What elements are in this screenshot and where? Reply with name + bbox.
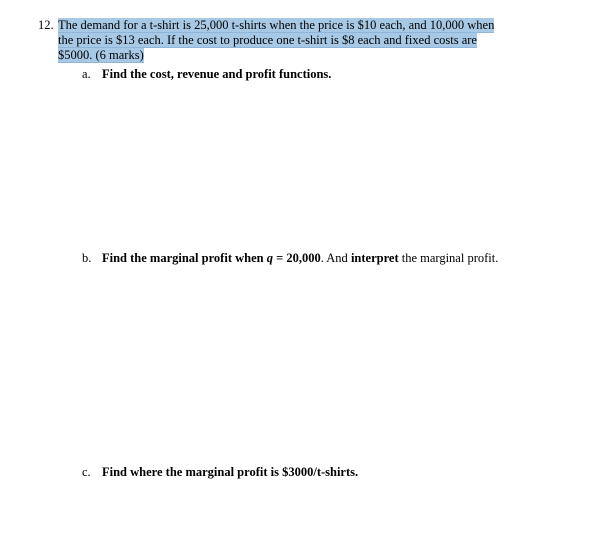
highlighted-text: The demand for a t-shirt is 25,000 t-shirts when the price is $10 each, and 10,000 when <box>58 18 495 32</box>
part-b-letter: b. <box>82 251 92 265</box>
question-line-2 <box>58 33 558 48</box>
question-12 <box>38 18 558 63</box>
part-b-after-math: . And <box>320 251 351 265</box>
part-b-bold-text: Find the marginal profit when <box>102 251 264 265</box>
highlighted-text: the price is $13 each. If the cost to produce one t-shirt is $8 each and fixed costs are <box>58 33 477 47</box>
question-line-3 <box>58 48 558 63</box>
part-b <box>82 251 498 266</box>
part-a <box>82 67 331 82</box>
part-b-tail: the marginal profit. <box>398 251 499 265</box>
math-value: 20,000 <box>286 251 321 265</box>
part-a-text: Find the cost, revenue and profit functions. <box>102 67 332 81</box>
question-number: 12. <box>38 18 54 32</box>
part-c-text: Find where the marginal profit is $3000/t-shirts. <box>102 465 359 479</box>
part-c <box>82 465 358 480</box>
math-equals: = <box>272 251 287 265</box>
interpret-word: interpret <box>350 251 399 265</box>
question-line-1 <box>58 18 558 33</box>
math-variable-q: q <box>266 251 273 265</box>
highlighted-text: $5000. (6 marks) <box>58 48 144 62</box>
question-prompt[interactable] <box>58 18 558 63</box>
part-c-letter: c. <box>82 465 91 479</box>
part-a-letter: a. <box>82 67 91 81</box>
